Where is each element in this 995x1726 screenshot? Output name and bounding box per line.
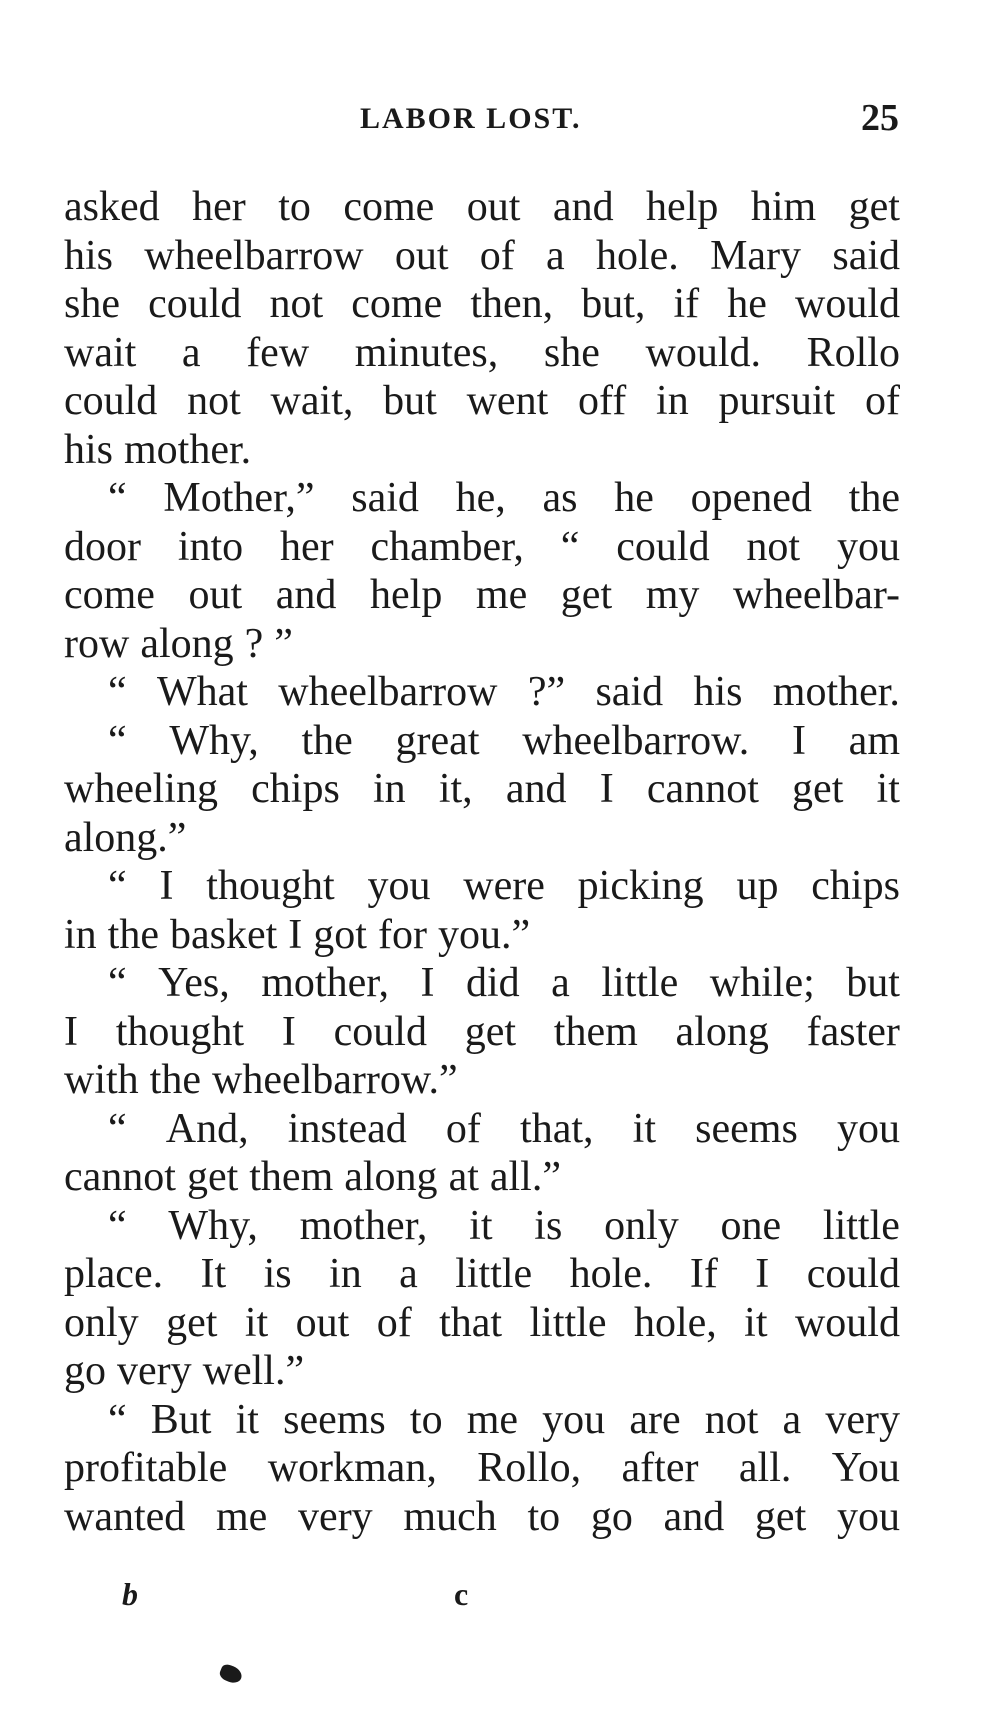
word: “ — [108, 1202, 127, 1249]
text-line — [64, 1105, 900, 1154]
word: of — [479, 232, 515, 279]
word: You — [831, 1445, 900, 1491]
word: and — [275, 572, 337, 618]
word: to — [409, 1396, 443, 1443]
word: help — [370, 572, 443, 618]
word: that — [439, 1299, 503, 1346]
word: I — [281, 1008, 296, 1055]
word: pursuit — [718, 378, 836, 424]
word: as — [542, 475, 578, 521]
word: you — [836, 1493, 900, 1540]
word: she — [543, 329, 600, 376]
text-line — [64, 862, 900, 911]
word: much — [403, 1493, 497, 1540]
word: and — [552, 184, 614, 230]
word: “ — [108, 1396, 127, 1443]
word: not — [704, 1396, 759, 1443]
text-line — [64, 1153, 900, 1202]
word: could — [806, 1251, 900, 1297]
word: wheeling — [64, 766, 218, 812]
word: would. — [645, 329, 761, 376]
word: mother. — [772, 669, 900, 715]
word: get — [464, 1008, 517, 1055]
word: me — [466, 1396, 519, 1443]
word: he — [727, 281, 767, 327]
text-line — [64, 959, 900, 1008]
text-line — [64, 232, 900, 281]
word: ?” — [527, 669, 566, 715]
word: I — [791, 717, 806, 764]
word: am — [848, 717, 900, 764]
word: one — [720, 1202, 782, 1249]
word: it — [632, 1105, 656, 1152]
word: them — [553, 1008, 638, 1055]
word: his — [64, 232, 114, 279]
word: after — [621, 1445, 699, 1491]
word: door — [64, 523, 141, 570]
word: said — [351, 475, 419, 521]
word: instead — [287, 1105, 407, 1152]
word: a — [782, 1396, 802, 1443]
word: And, — [165, 1105, 249, 1152]
word: at — [448, 1154, 479, 1200]
signature-mark-left: b — [122, 1576, 138, 1612]
word: chips — [251, 766, 340, 812]
word: up — [736, 863, 779, 909]
word: very — [298, 1493, 373, 1540]
word: Why, — [168, 1202, 258, 1249]
page-header — [64, 96, 899, 146]
word: well.” — [202, 1348, 305, 1394]
text-line — [64, 765, 900, 814]
word: not — [269, 281, 324, 327]
word: come — [343, 184, 435, 230]
text-line — [64, 620, 900, 669]
word: great — [395, 717, 480, 764]
word: place. — [64, 1251, 164, 1297]
word: profitable — [64, 1445, 228, 1491]
text-line — [64, 1008, 900, 1057]
word: would — [794, 1299, 900, 1346]
word: then, — [470, 281, 554, 327]
word: Rollo, — [477, 1445, 582, 1491]
text-line — [64, 183, 900, 232]
word: it — [469, 1202, 493, 1249]
word: out — [394, 232, 449, 279]
word: of — [864, 378, 900, 424]
word: and — [663, 1493, 725, 1540]
text-line — [64, 1056, 900, 1105]
word: along — [344, 1154, 438, 1200]
word: few — [246, 329, 310, 376]
text-line — [64, 329, 900, 378]
word: while; — [709, 960, 815, 1006]
word: seems — [283, 1396, 386, 1443]
word: not — [746, 523, 801, 570]
word: all. — [738, 1445, 792, 1491]
text-line — [64, 1493, 900, 1542]
word: wheelbarrow — [278, 669, 498, 715]
word: it — [876, 766, 900, 812]
word: minutes, — [354, 329, 499, 376]
word: Mother,” — [163, 475, 315, 521]
word: a — [546, 232, 565, 279]
word: in — [64, 911, 97, 958]
word: with — [64, 1057, 139, 1103]
word: workman, — [267, 1445, 437, 1491]
word: It — [200, 1251, 227, 1297]
word: only — [64, 1299, 139, 1346]
word: little — [529, 1299, 607, 1346]
word: wheelbarrow. — [522, 717, 750, 764]
text-line — [64, 377, 900, 426]
word: he — [614, 475, 654, 521]
word: “ — [108, 960, 127, 1006]
word: thought — [115, 1008, 245, 1055]
word: “ — [108, 1105, 127, 1152]
running-title: LABOR LOST. — [360, 102, 582, 135]
word: I — [420, 960, 435, 1006]
word: and — [505, 766, 567, 812]
word: if — [673, 281, 700, 327]
word: them — [249, 1154, 334, 1200]
word: cannot — [646, 766, 759, 812]
word: “ — [108, 717, 127, 764]
word: to — [278, 184, 311, 230]
word: picking — [577, 863, 704, 909]
text-line — [64, 1347, 900, 1396]
word: off — [578, 378, 627, 424]
word: very — [825, 1396, 900, 1443]
word: I — [64, 1008, 78, 1055]
signature-mark-right: c — [454, 1576, 469, 1612]
word: little — [455, 1251, 533, 1297]
word: row — [64, 620, 130, 667]
text-line — [64, 571, 900, 620]
word: it — [744, 1299, 768, 1346]
word: little — [822, 1202, 900, 1249]
word: come — [351, 281, 443, 327]
word: you.” — [437, 911, 531, 958]
word: hole, — [633, 1299, 717, 1346]
word: thought — [206, 863, 335, 909]
word: but — [383, 378, 437, 424]
word: help — [646, 184, 719, 230]
word: along — [140, 620, 234, 667]
word: basket — [169, 911, 278, 958]
word: get — [186, 1154, 239, 1200]
word: a — [181, 329, 201, 376]
text-line — [64, 1250, 900, 1299]
word: the — [149, 1057, 201, 1103]
word: “ — [108, 863, 127, 909]
word: it — [235, 1396, 259, 1443]
word: all.” — [489, 1154, 561, 1200]
word: you — [542, 1396, 606, 1443]
word: along — [675, 1008, 769, 1055]
text-line — [64, 1444, 900, 1493]
word: asked — [64, 184, 160, 230]
word: you — [367, 863, 431, 909]
ink-spot — [218, 1662, 244, 1685]
word: Rollo — [806, 329, 900, 376]
word: in — [329, 1251, 362, 1297]
word: get — [792, 766, 844, 812]
text-line — [64, 426, 900, 475]
word: hole. — [569, 1251, 653, 1297]
word: But — [150, 1396, 212, 1443]
word: said — [595, 669, 664, 715]
word: for — [377, 911, 427, 958]
word: you — [836, 1105, 900, 1152]
word: mother, — [299, 1202, 428, 1249]
word: along.” — [64, 814, 187, 861]
word: could — [616, 523, 710, 570]
word: opened — [690, 475, 812, 521]
word: my — [645, 572, 700, 618]
word: out — [295, 1299, 350, 1346]
word: wait — [64, 329, 137, 376]
word: get — [848, 184, 900, 230]
page-number: 25 — [861, 97, 899, 139]
word: wheelbarrow.” — [211, 1057, 458, 1103]
text-line — [64, 474, 900, 523]
word: mother, — [261, 960, 390, 1006]
word: in — [372, 766, 406, 812]
word: chips — [811, 863, 900, 909]
word: the — [301, 717, 353, 764]
word: of — [376, 1299, 412, 1346]
word: his — [64, 426, 114, 473]
word: is — [263, 1251, 292, 1297]
word: him — [750, 184, 817, 230]
word: go — [590, 1493, 633, 1540]
word: wait, — [270, 378, 354, 424]
text-line — [64, 280, 900, 329]
word: “ — [108, 669, 127, 715]
word: me — [216, 1493, 268, 1540]
word: get — [754, 1493, 807, 1540]
word: “ — [560, 523, 580, 570]
text-line — [64, 1299, 900, 1348]
word: cannot — [64, 1154, 176, 1200]
word: her — [280, 523, 334, 570]
word: seems — [695, 1105, 798, 1152]
word: of — [445, 1105, 481, 1152]
word: go — [64, 1348, 106, 1394]
word: could — [148, 281, 242, 327]
word: were — [463, 863, 545, 909]
word: “ — [108, 475, 127, 521]
word: Yes, — [158, 960, 230, 1006]
signature-marks — [64, 1576, 900, 1616]
word: If — [689, 1251, 718, 1297]
word: hole. — [595, 232, 679, 279]
text-line — [64, 668, 900, 717]
text-line — [64, 911, 900, 960]
word: did — [466, 960, 520, 1006]
word: very — [117, 1348, 192, 1394]
word: wanted — [64, 1493, 186, 1540]
word: could — [64, 378, 158, 424]
word: he, — [455, 475, 506, 521]
text-line — [64, 717, 900, 766]
word: Why, — [169, 717, 259, 764]
word: in — [656, 378, 689, 424]
word: to — [527, 1493, 561, 1540]
word: are — [629, 1396, 681, 1443]
word: her — [192, 184, 246, 230]
text-line — [64, 814, 900, 863]
word: come — [64, 572, 155, 618]
word: wheelbarrow — [144, 232, 364, 279]
word: What — [156, 669, 248, 715]
word: into — [177, 523, 244, 570]
word: the — [107, 911, 159, 958]
word: the — [848, 475, 900, 521]
word: faster — [806, 1008, 900, 1055]
word: only — [604, 1202, 679, 1249]
word: not — [187, 378, 241, 424]
word: but, — [581, 281, 646, 327]
text-line — [64, 1396, 900, 1445]
text-line — [64, 523, 900, 572]
word: mother. — [124, 426, 252, 473]
word: I — [288, 911, 303, 958]
word: I — [159, 863, 174, 909]
word: his — [693, 669, 743, 715]
word: it, — [438, 766, 473, 812]
word: but — [846, 960, 900, 1006]
word: you — [836, 523, 900, 570]
word: a — [551, 960, 570, 1006]
word: it — [244, 1299, 269, 1346]
word: that, — [520, 1105, 594, 1152]
word: me — [475, 572, 528, 618]
word: get — [166, 1299, 218, 1346]
word: wheelbar- — [732, 572, 900, 618]
word: went — [466, 378, 549, 424]
word: said — [832, 232, 900, 279]
body-text — [64, 183, 900, 1541]
word: out — [188, 572, 243, 618]
word: a — [399, 1251, 418, 1297]
word: ” — [274, 620, 293, 667]
word: I — [755, 1251, 770, 1297]
word: got — [313, 911, 367, 958]
word: get — [560, 572, 613, 618]
word: out — [466, 184, 521, 230]
word: she — [64, 281, 120, 327]
word: is — [534, 1202, 563, 1249]
word: could — [333, 1008, 427, 1055]
word: would — [794, 281, 900, 327]
word: I — [599, 766, 614, 812]
word: chamber, — [370, 523, 524, 570]
word: ? — [244, 620, 264, 667]
word: Mary — [710, 232, 802, 279]
word: little — [601, 960, 679, 1006]
text-line — [64, 1202, 900, 1251]
